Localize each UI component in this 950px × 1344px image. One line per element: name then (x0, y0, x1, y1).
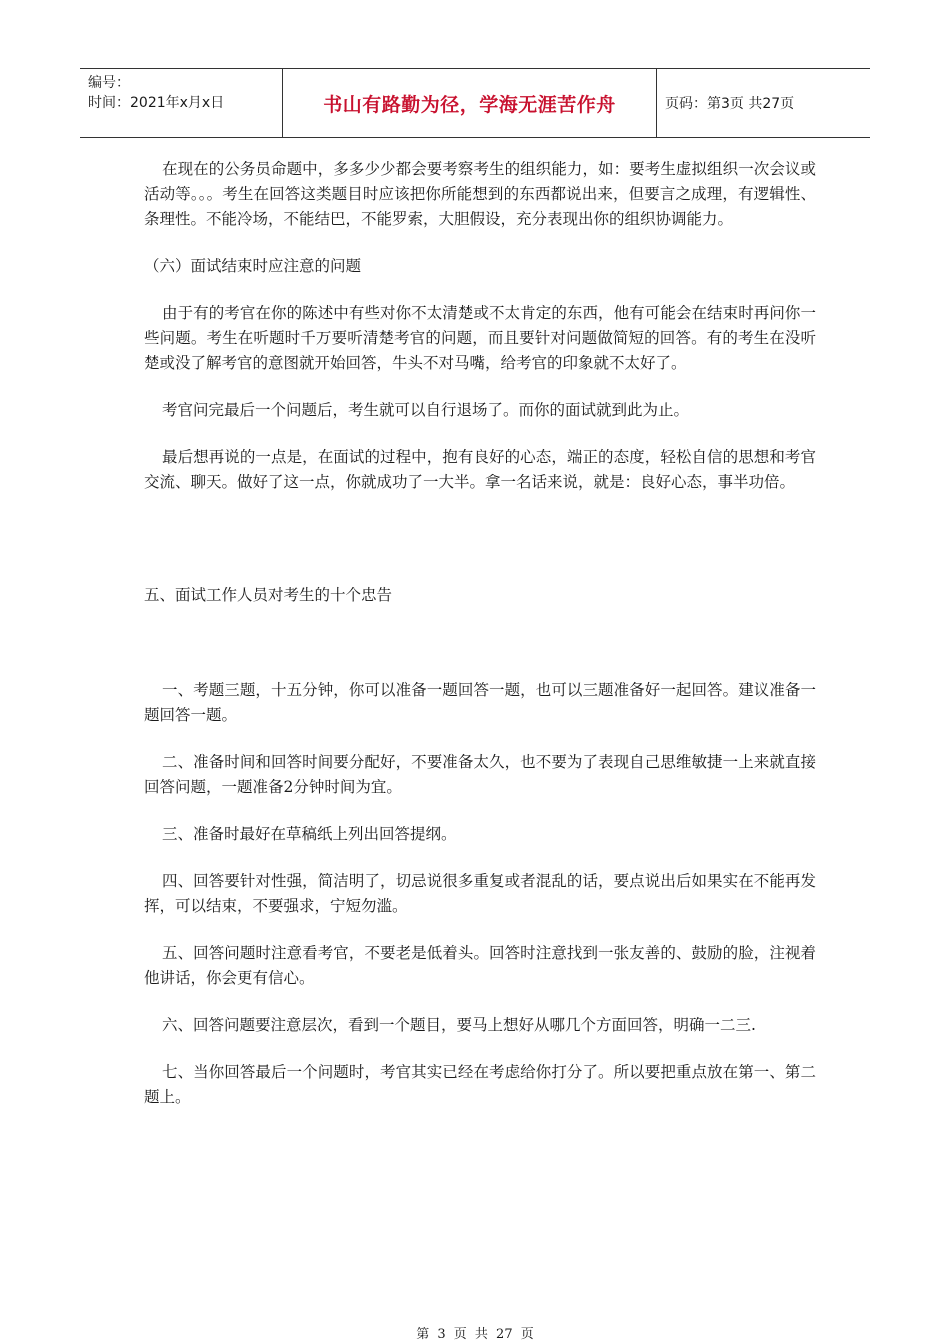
advice-item: 五、回答问题时注意看考官，不要老是低着头。回答时注意找到一张友善的、鼓励的脸，注视着他讲话，你会更有信心。 (144, 944, 816, 987)
header-motto-cell (283, 69, 657, 137)
header-page-cell (657, 69, 870, 137)
document-header (80, 68, 870, 138)
motto-text: 书山有路勤为径，学海无涯苦作舟 (323, 93, 616, 116)
header-page-label: 页码：第3页 共27页 (665, 96, 795, 112)
header-meta-cell (80, 69, 283, 137)
paragraph-final-questions: 由于有的考官在你的陈述中有些对你不太清楚或不太肯定的东西，他有可能会在结束时再问你一些问题。考生在听题时千万要听清楚考官的问题，而且要针对问题做简短的回答。有的考生在没听楚或没了解考官的意图就开始回答，牛头不对马嘴，给考官的印象就不太好了。 (144, 304, 816, 372)
heading-interview-ending: （六）面试结束时应注意的问题 (144, 257, 362, 275)
advice-item: 六、回答问题要注意层次，看到一个题目，要马上想好从哪几个方面回答，明确一二三. (162, 1016, 756, 1034)
advice-item: 二、准备时间和回答时间要分配好，不要准备太久，也不要为了表现自己思维敏捷一上来就直接回答问题，一题准备2分钟时间为宜。 (144, 753, 816, 796)
paragraph-organization-ability: 在现在的公务员命题中，多多少少都会要考察考生的组织能力，如：要考生虚拟组织一次会议或活动等。。。考生在回答这类题目时应该把你所能想到的东西都说出来，但要言之成理，有逻辑性、条理性。不能冷场，不能结巴，不能罗索，大胆假设，充分表现出你的组织协调能力。 (144, 160, 816, 228)
footer-page-number: 第 3 页 共 27 页 (416, 1327, 534, 1342)
advice-item: 七、当你回答最后一个问题时，考官其实已经在考虑给你打分了。所以要把重点放在第一、第二题上。 (144, 1063, 816, 1106)
document-body (144, 157, 816, 1110)
time-label: 时间：2021年x月x日 (88, 95, 225, 111)
advice-item: 三、准备时最好在草稿纸上列出回答提纲。 (162, 825, 457, 843)
advice-item: 四、回答要针对性强，简洁明了，切忌说很多重复或者混乱的话，要点说出后如果实在不能再发挥，可以结束，不要强求，宁短勿滥。 (144, 872, 816, 915)
page-footer (0, 1323, 950, 1342)
number-label: 编号： (88, 75, 130, 91)
paragraph-exit: 考官问完最后一个问题后，考生就可以自行退场了。而你的面试就到此为止。 (162, 401, 690, 419)
section-heading-ten-advice: 五、面试工作人员对考生的十个忠告 (144, 586, 393, 604)
advice-item: 一、考题三题，十五分钟，你可以准备一题回答一题，也可以三题准备好一起回答。建议准备一题回答一题。 (144, 681, 816, 724)
paragraph-attitude: 最后想再说的一点是，在面试的过程中，抱有良好的心态，端正的态度，轻松自信的思想和考官交流、聊天。做好了这一点，你就成功了一大半。拿一名话来说，就是：良好心态，事半功倍。 (144, 448, 816, 491)
